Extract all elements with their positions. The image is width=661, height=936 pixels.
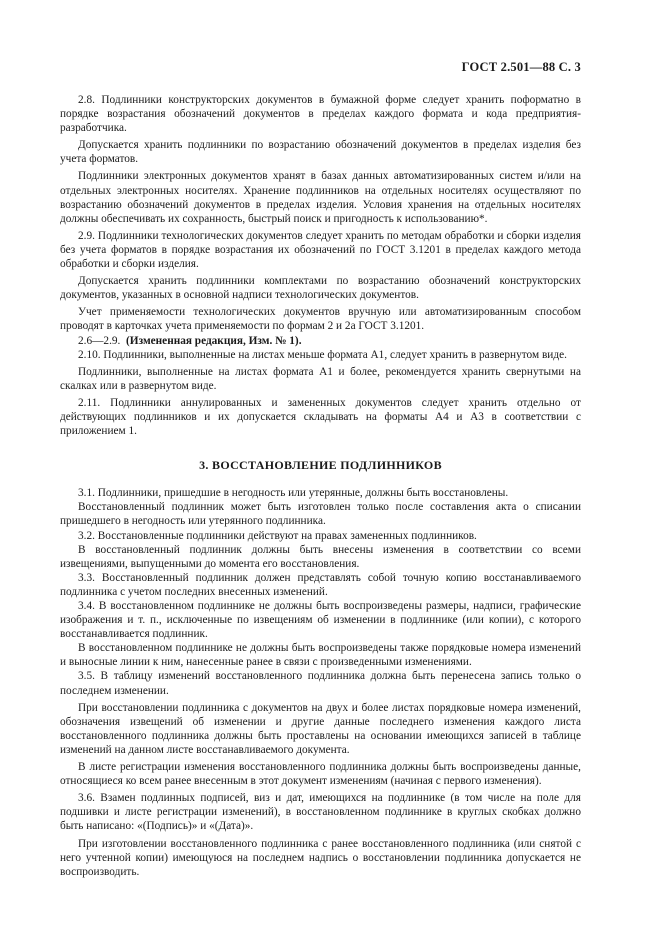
clause-3-2-paragraph: В восстановленный подлинник должны быть внесены изменения в соответствии со всеми извещениями, выпущенными до момента его восстановления. bbox=[60, 543, 581, 570]
amendment-note-text: (Измененная редакция, Изм. № 1). bbox=[126, 334, 302, 347]
amendment-note-number: 2.6—2.9. bbox=[78, 334, 121, 347]
clause-3-6-paragraph: При изготовлении восстановленного подлинника с ранее восстановленного подлинника (или снятой с него учтенной копии) имеющуюся на последнем надпись о восстановлении подлинника допускается не воспроизводить. bbox=[60, 837, 581, 878]
clause-3-5-paragraph: При восстановлении подлинника с документов на двух и более листах порядковые номера изменений, обозначения извещений об изменении и другие данные последнего изменения каждого листа восстановленного подлинника должны быть проставлены на основании имеющихся записей в таблице изменений на данном листе восстанавливаемого документа. bbox=[60, 701, 581, 756]
clause-3-1-paragraph: Восстановленный подлинник может быть изготовлен только после составления акта о списании пришедшего в негодность или утерянного подлинника. bbox=[60, 501, 581, 528]
clause-3-4: 3.4. В восстановленном подлиннике не должны быть воспроизведены размеры, надписи, графические изображения и т. п., исключенные по извещениям об изменении в подлиннике (или копии), с которого восстанавливается подлинник. bbox=[60, 600, 581, 641]
section-3-heading: 3. ВОССТАНОВЛЕНИЕ ПОДЛИННИКОВ bbox=[199, 458, 442, 473]
clause-3-5-paragraph: В листе регистрации изменения восстановленного подлинника должны быть воспроизведены данные, относящиеся ко всем ранее внесенным в этот документ изменениям (начиная с первого изменения). bbox=[60, 761, 581, 788]
clause-3-1: 3.1. Подлинники, пришедшие в негодность или утерянные, должны быть восстановлены. bbox=[78, 487, 509, 500]
clause-3-2: 3.2. Восстановленные подлинники действуют на правах замененных подлинников. bbox=[78, 529, 477, 542]
clause-3-4-paragraph: В восстановленном подлиннике не должны быть воспроизведены также порядковые номера изменений и выносные линии к ним, нанесенные ранее в связи с произведенными изменениями. bbox=[60, 642, 581, 669]
clause-2-8: 2.8. Подлинники конструкторских документов в бумажной форме следует хранить поформатно в порядке возрастания обозначений документов в пределах каждого формата и кода предприятия-разработчика. bbox=[60, 94, 581, 135]
clause-2-8-paragraph: Подлинники электронных документов хранят в базах данных автоматизированных систем и/или на отдельных электронных носителях. Хранение подлинников на отдельных носителях осуществляют по возрастанию обозначений документов в пределах изделия. Условия хранения на отдельных носителях должны обеспечивать их сохранность, быстрый поиск и пригодность к использованию*. bbox=[60, 170, 581, 225]
document-body bbox=[60, 93, 581, 879]
clause-3-5: 3.5. В таблицу изменений восстановленного подлинника должна быть перенесена запись только о последнем изменении. bbox=[60, 670, 581, 697]
clause-2-9-paragraph: Учет применяемости технологических документов вручную или автоматизированным способом проводят в карточках учета применяемости по формам 2 и 2а ГОСТ 3.1201. bbox=[60, 306, 581, 333]
clause-2-8-paragraph: Допускается хранить подлинники по возрастанию обозначений документов в пределах изделия без учета форматов. bbox=[60, 139, 581, 166]
clause-2-10: 2.10. Подлинники, выполненные на листах меньше формата А1, следует хранить в развернутом виде. bbox=[78, 348, 567, 361]
clause-2-11: 2.11. Подлинники аннулированных и замененных документов следует хранить отдельно от действующих подлинников и их допускается складывать на форматы А4 и А3 в соответствии с приложением 1. bbox=[60, 396, 581, 438]
clause-3-6: 3.6. Взамен подлинных подписей, виз и дат, имеющихся на подлиннике (в том числе на поле для подшивки и листе регистрации изменений), в восстановленном подлиннике в круглых скобках должно быть написано: «(Подпись)» и «(Дата)». bbox=[60, 792, 581, 833]
clause-3-3: 3.3. Восстановленный подлинник должен представлять собой точную копию восстанавливаемого подлинника с учетом последних внесенных изменений. bbox=[60, 571, 581, 598]
clause-2-9-paragraph: Допускается хранить подлинники комплектами по возрастанию обозначений конструкторских документов, указанных в основной надписи технологических документов. bbox=[60, 275, 581, 302]
running-header: ГОСТ 2.501—88 С. 3 bbox=[461, 60, 581, 74]
clause-2-10-paragraph: Подлинники, выполненные на листах формата А1 и более, рекомендуется хранить свернутыми на скалках или в развернутом виде. bbox=[60, 365, 581, 392]
clause-2-9: 2.9. Подлинники технологических документов следует хранить по методам обработки и сборки изделия без учета форматов в порядке возрастания их обозначений по ГОСТ 3.1201 в пределах каждого метода обработки и сборки изделия. bbox=[60, 229, 581, 271]
amendment-note bbox=[60, 334, 581, 348]
